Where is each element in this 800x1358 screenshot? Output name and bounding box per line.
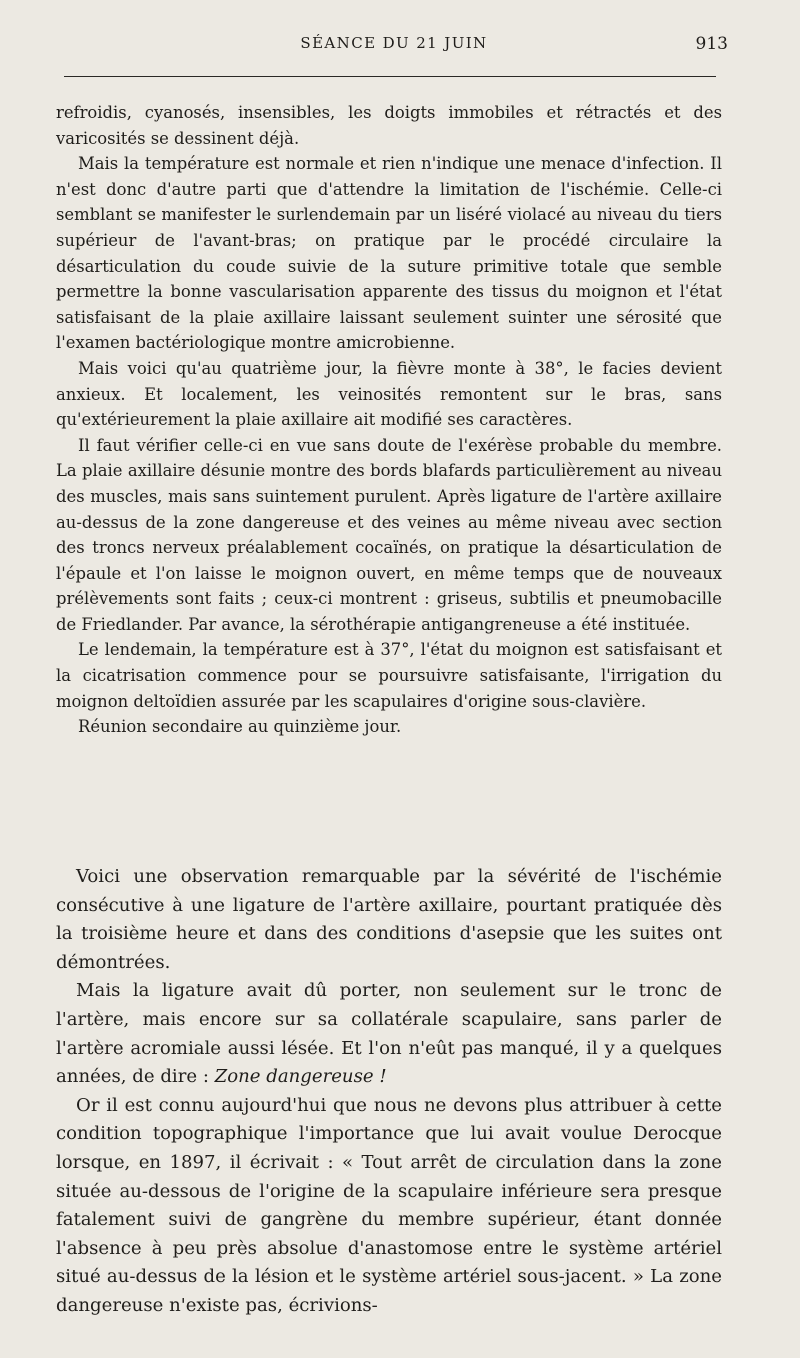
running-head: SÉANCE DU 21 JUIN [300, 34, 488, 52]
page-header [60, 34, 728, 60]
paragraph-temperature-normal: Mais la température est normale et rien n'indique une menace d'infection. Il n'est donc d'autre parti que d'attendre la limitation de l'ischémie. Celle-ci semblant se manifester le surlendemain par un liséré violacé au niveau du tiers supérieur de l'avant-bras; on pratique par le procédé circulaire la désarticulation du coude suivie de la suture primitive totale que semble permettre la bonne vascularisation apparente des tissus du moignon et l'état satisfaisant de la plaie axillaire laissant seulement suinter une sérosité que l'examen bactériologique montre amicrobienne. [56, 154, 722, 353]
paragraph-axillary-wound: Il faut vérifier celle-ci en vue sans doute de l'exérèse probable du membre. La plaie axillaire désunie montre des bords blafards particulièrement au niveau des muscles, mais sans suintement purulent. Après ligature de l'artère axillaire au-dessus de la zone dangereuse et des veines au même niveau avec section des troncs nerveux préalablement cocaïnés, on pratique la désarticulation de l'épaule et l'on laisse le moignon ouvert, en même temps que de nouveaux prélèvements sont faits ; ceux-ci montrent : griseus, subtilis et pneumobacille de Friedlander. Par avance, la sérothérapie antigangreneuse a été instituée. [56, 435, 722, 634]
paragraph-next-day: Le lendemain, la température est à 37°, l'état du moignon est satisfaisant et la cicatrisation commence pour se poursuivre satisfaisante, l'irrigation du moignon deltoïdien assurée par les scapulaires d'origine sous-clavière. [56, 640, 722, 711]
paragraph-remarkable-observation: Voici une observation remarquable par la sévérité de l'ischémie consécutive à une ligature de l'artère axillaire, pourtant pratiquée dès la troisième heure et dans des conditions d'asepsie que les suites ont démontrées. [56, 866, 722, 973]
header-rule [64, 76, 716, 77]
page-number: 913 [695, 34, 728, 54]
paragraph-continuation: refroidis, cyanosés, insensibles, les doigts immobiles et rétractés et des varicosités se dessinent déjà. [56, 103, 722, 148]
paragraph-fourth-day: Mais voici qu'au quatrième jour, la fièvre monte à 38°, le facies devient anxieux. Et localement, les veinosités remontent sur le bras, sans qu'extérieurement la plaie axillaire ait modifié ses caractères. [56, 358, 722, 430]
commentary-text [56, 863, 722, 1321]
paragraph-derocque-quote: Or il est connu aujourd'hui que nous ne devons plus attribuer à cette condition topographique l'importance que lui avait voulue Derocque lorsque, en 1897, il écrivait : « Tout arrêt de circulation dans la zone située au-dessous de l'origine de la scapulaire inférieure sera presque fatalement suivi de gangrène du membre supérieur, étant donnée l'absence à peu près absolue d'anastomose entre le système artériel situé au-dessus de la lésion et le système artériel sous-jacent. » La zone dangereuse n'existe pas, écrivions- [56, 1094, 722, 1316]
zone-dangereuse-italic: Zone dangereuse ! [214, 1066, 387, 1088]
ligature-text: Mais la ligature avait dû porter, non seulement sur le tronc de l'artère, mais encore sur sa collatérale scapulaire, sans parler de l'artère acromiale aussi lésée. Et l'on n'eût pas manqué, il y a quelques années, de dire : [56, 980, 722, 1088]
paragraph-secondary-union: Réunion secondaire au quinzième jour. [78, 717, 402, 737]
paragraph-ligature [56, 977, 722, 1091]
case-report-text [56, 100, 722, 740]
